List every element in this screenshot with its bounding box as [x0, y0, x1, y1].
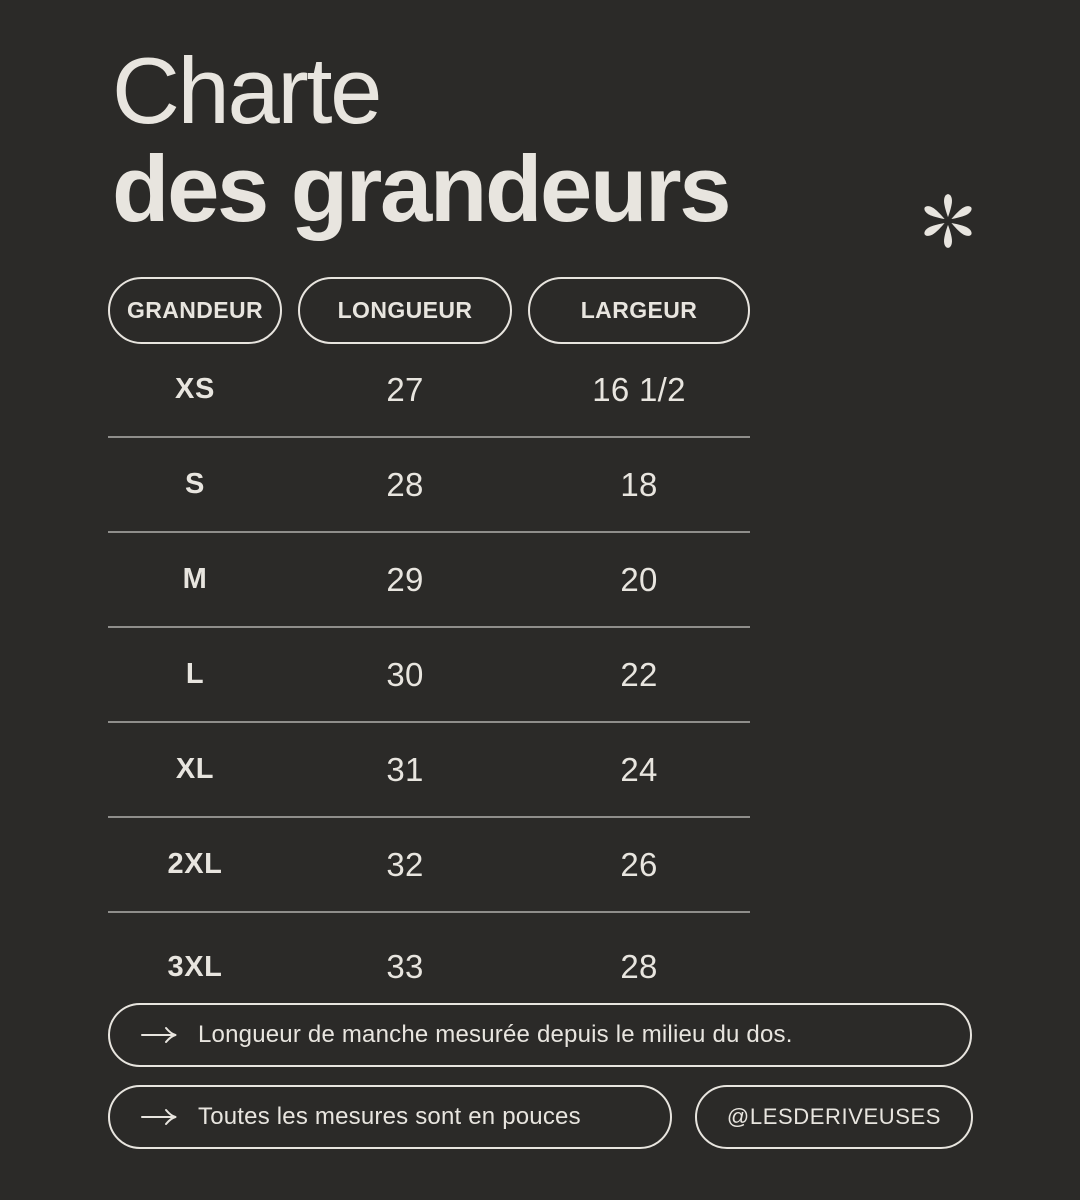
longueur-cell: 32	[386, 845, 424, 883]
largeur-cell: 16 1/2	[592, 370, 686, 408]
largeur-cell: 22	[620, 655, 658, 693]
arrow-right-icon	[140, 1025, 178, 1045]
size-cell: 3XL	[167, 950, 223, 983]
size-cell: XL	[175, 753, 215, 785]
largeur-cell: 28	[620, 948, 658, 985]
largeur-cell: 24	[620, 750, 658, 788]
title-line-1: Charte	[112, 38, 381, 143]
column-header-largeur	[528, 277, 750, 344]
largeur-cell: 18	[620, 465, 658, 503]
size-cell: 2XL	[167, 848, 223, 880]
asterisk-icon	[920, 190, 976, 252]
title-line-2: des grandeurs	[112, 136, 730, 241]
longueur-cell: 28	[386, 465, 424, 503]
note-text: Toutes les mesures sont en pouces	[198, 1103, 581, 1130]
table-header-row	[108, 277, 750, 344]
longueur-cell: 31	[386, 750, 424, 788]
largeur-cell: 26	[620, 845, 658, 883]
table-row	[108, 628, 750, 723]
column-header-longueur	[298, 277, 512, 344]
size-cell: XS	[175, 373, 215, 405]
size-cell: L	[185, 658, 205, 690]
longueur-cell: 33	[386, 948, 424, 985]
size-cell: S	[185, 468, 205, 500]
largeur-cell: 20	[620, 560, 658, 598]
social-handle-label: @LESDERIVEUSES	[726, 1104, 942, 1129]
note-text: Longueur de manche mesurée depuis le milieu du dos.	[198, 1021, 793, 1048]
longueur-cell: 30	[386, 655, 424, 693]
table-row	[108, 343, 750, 438]
bottom-row	[108, 1085, 973, 1149]
page-title	[112, 38, 730, 241]
column-header-label: GRANDEUR	[126, 297, 264, 323]
note-sleeve-measurement	[108, 1003, 972, 1067]
table-row	[108, 818, 750, 913]
size-cell: M	[182, 563, 208, 595]
column-header-label: LONGUEUR	[337, 297, 473, 323]
social-handle-pill[interactable]	[695, 1085, 973, 1149]
table-row	[108, 533, 750, 628]
arrow-right-icon	[140, 1107, 178, 1127]
column-header-label: LARGEUR	[580, 297, 698, 323]
size-table	[108, 343, 750, 1021]
table-row	[108, 723, 750, 818]
longueur-cell: 29	[386, 560, 424, 598]
note-units	[108, 1085, 672, 1149]
longueur-cell: 27	[386, 370, 424, 408]
table-row	[108, 438, 750, 533]
column-header-grandeur	[108, 277, 282, 344]
